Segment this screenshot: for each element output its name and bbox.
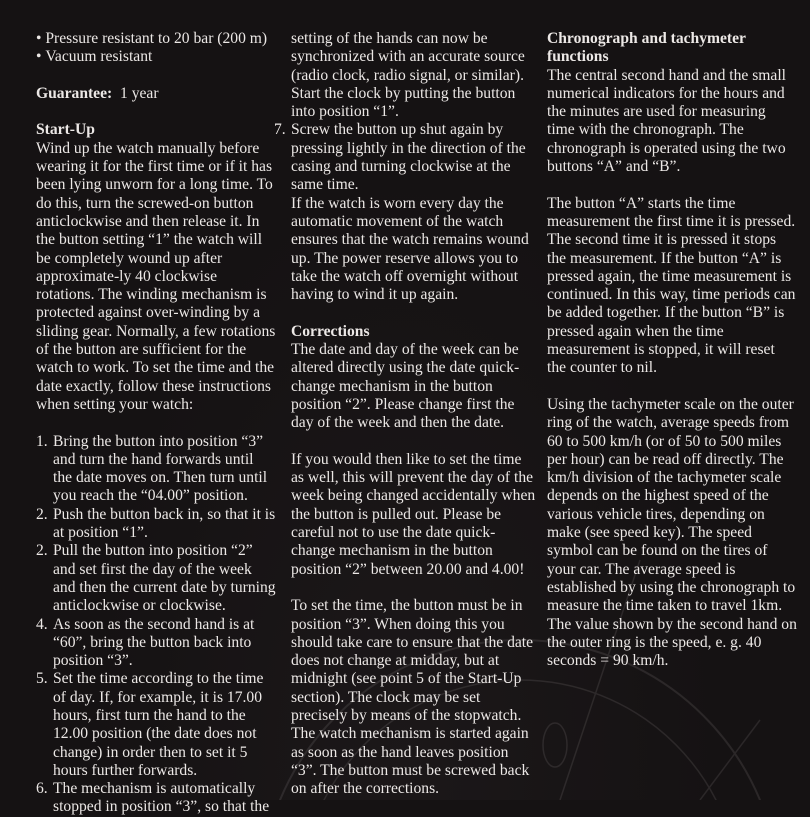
step-text: As soon as the second hand is at “60”, bring the button back into position “3”. bbox=[53, 615, 255, 670]
chronograph-heading: Chronograph and tachymeter functions bbox=[547, 30, 746, 66]
step-number: 2. bbox=[36, 505, 48, 523]
startup-step bbox=[36, 616, 276, 671]
right-column bbox=[547, 30, 797, 670]
startup-steps bbox=[36, 433, 276, 817]
step-text: The mechanism is automatically stopped in position “3”, so that the bbox=[53, 780, 270, 816]
startup-step bbox=[36, 506, 276, 543]
step-text: Pull the button into position “2” and set first the day of the week and then the current date by turning anticlockwise or clockwise. bbox=[53, 542, 276, 615]
guarantee-line bbox=[36, 85, 276, 103]
step-number: 1. bbox=[36, 432, 48, 450]
step-number: 4. bbox=[36, 615, 48, 633]
step-number: 2. bbox=[36, 542, 48, 560]
startup-step bbox=[274, 121, 536, 194]
left-column bbox=[36, 30, 276, 817]
feature-item: • Pressure resistant to 20 bar (200 m) bbox=[36, 30, 276, 48]
step-text: Set the time according to the time of day. If, for example, it is 17.00 hours, first turn the hand to the 12.00 position (the date does not change) in order then to set it 5 hours further forwards. bbox=[53, 670, 264, 779]
step-number: 7. bbox=[274, 121, 286, 139]
startup-steps-continued bbox=[274, 30, 536, 195]
corrections-paragraph: If you would then like to set the time as well, this will prevent the day of the week being changed accidentally when the button is pulled out. Please be careful not to use the date quick-change mechanism in the button position “2” between 20.00 and 4.00! bbox=[291, 450, 536, 578]
startup-step bbox=[36, 542, 276, 615]
startup-step bbox=[36, 780, 276, 817]
step-number: 5. bbox=[36, 670, 48, 688]
step-text: Screw the button up shut again by pressing lightly in the direction of the casing and turning clockwise at the same time. bbox=[291, 121, 526, 194]
middle-column bbox=[274, 30, 536, 798]
step-text: Push the button back in, so that it is at position “1”. bbox=[53, 505, 276, 542]
chronograph-paragraph: The central second hand and the small numerical indicators for the hours and the minutes are used for measuring time with the chronograph. The chronograph is operated using the two buttons “A” and “B”. bbox=[547, 66, 787, 176]
tachymeter-paragraph: Using the tachymeter scale on the outer ring of the watch, average speeds from 60 to 500 km/h (or of 50 to 500 miles per hour) can be read off directly. The km/h division of the tachymeter scale depends on the highest speed of the various vehicle tires, depending on make (see speed key). The speed symbol can be found on the tires of your car. The average speed is established by using the chronograph to measure the time taken to travel 1km. The value shown by the second hand on the outer ring is the speed, e. g. 40 seconds = 90 km/h. bbox=[547, 395, 797, 670]
features-list bbox=[36, 30, 276, 67]
startup-step-continued bbox=[274, 30, 536, 121]
step-text: Bring the button into position “3” and turn the hand forwards until the date moves on. Then turn until you reach the “04.00” position. bbox=[53, 432, 268, 505]
corrections-heading: Corrections bbox=[291, 322, 370, 340]
startup-intro: Wind up the watch manually before wearing it for the first time or if it has been lying unworn for a long time. To do this, turn the screwed-on button anticlockwise and then release it. In the button setting “1” the watch will be completely wound up after approximate-ly 40 clockwise rotations. The winding mechanism is protected against over-winding by a sliding gear. Normally, a few rotations of the button are sufficient for the watch to work. To set the time and the date exactly, follow these instructions when setting your watch: bbox=[36, 139, 276, 413]
chronograph-paragraph: The button “A” starts the time measurement the first time it is pressed. The second time it is pressed it stops the measurement. If the button “A” is pressed again, the time measurement is continued. In this way, time periods can be added together. If the button “B” is pressed again when the time measurement is stopped, it will reset the counter to nil. bbox=[547, 194, 796, 377]
automatic-movement-note: If the watch is worn every day the automatic movement of the watch ensures that the watch remains wound up. The power reserve allows you to take the watch off overnight without having to wind it up again. bbox=[291, 194, 529, 304]
startup-step bbox=[36, 433, 276, 506]
guarantee-value: 1 year bbox=[120, 84, 159, 102]
guarantee-label: Guarantee: bbox=[36, 84, 113, 102]
startup-step bbox=[36, 670, 276, 780]
corrections-paragraph: To set the time, the button must be in position “3”. When doing this you should take care to ensure that the date does not change at midday, but at midnight (see point 5 of the Start-Up section). The clock may be set precisely by means of the stopwatch. The watch mechanism is started again as soon as the hand leaves position “3”. The button must be screwed back on after the corrections. bbox=[291, 597, 534, 798]
feature-item: • Vacuum resistant bbox=[36, 48, 276, 66]
startup-heading: Start-Up bbox=[36, 121, 95, 139]
step-number: 6. bbox=[36, 780, 48, 798]
corrections-paragraph: The date and day of the week can be altered directly using the date quick-change mechanism in the button position “2”. Please change first the day of the week and then the date. bbox=[291, 341, 520, 432]
step-text: setting of the hands can now be synchronized with an accurate source (radio clock, radio signal, or similar). Start the clock by putting the button into position “1”. bbox=[291, 30, 525, 121]
